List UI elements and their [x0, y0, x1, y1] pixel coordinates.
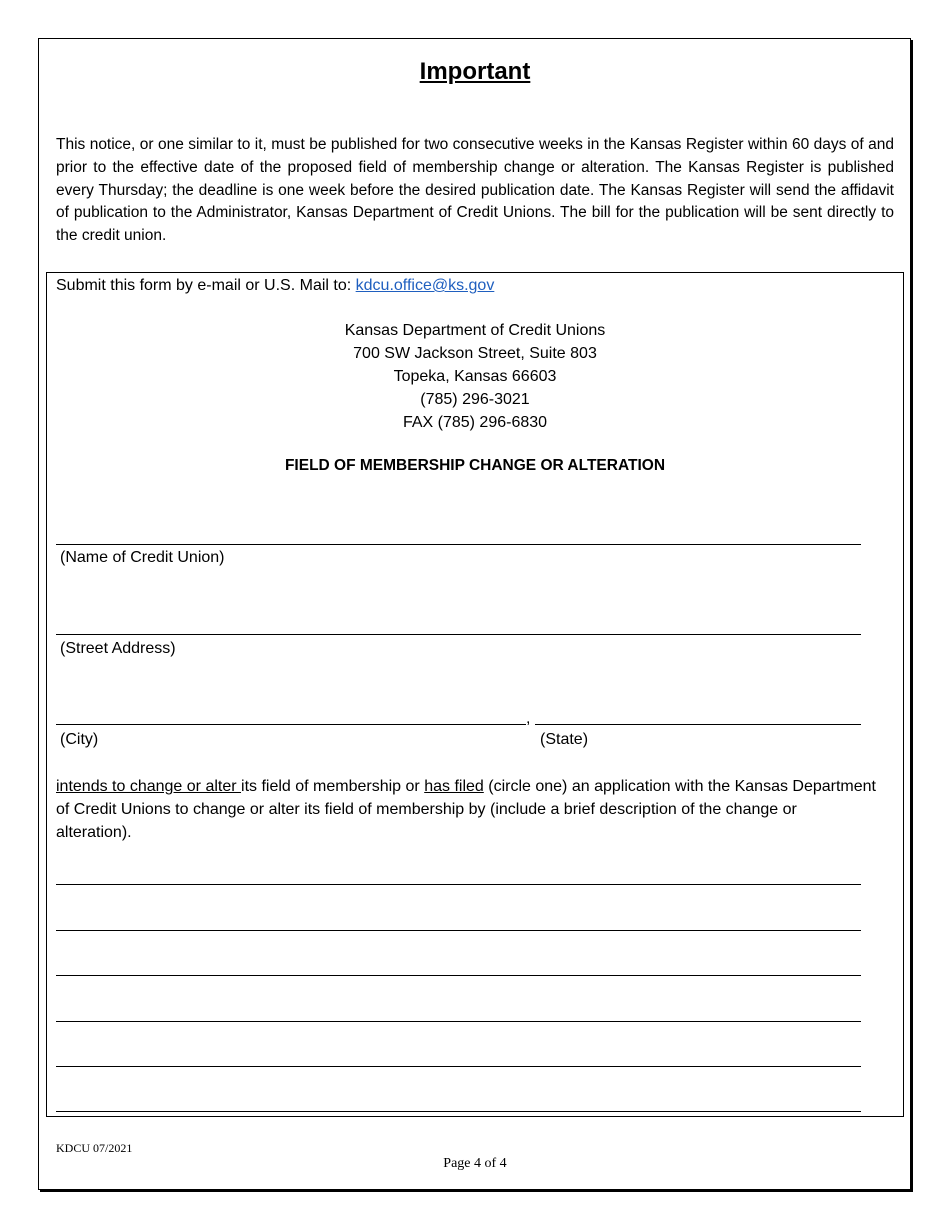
state-line[interactable] — [535, 724, 861, 725]
credit-union-name-label: (Name of Credit Union) — [60, 549, 225, 566]
address-city-state: Topeka, Kansas 66603 — [393, 368, 557, 385]
state-label: (State) — [540, 731, 589, 748]
page-title: Important — [419, 58, 531, 85]
email-link[interactable]: kdcu.office@ks.gov — [355, 277, 495, 294]
submit-instructions — [56, 275, 494, 297]
option-intends-to-change[interactable]: intends to change or alter — [56, 778, 242, 795]
statement-text-1: its field of membership or — [241, 778, 425, 795]
option-has-filed[interactable]: has filed — [424, 778, 484, 795]
submit-text: Submit this form by e-mail or U.S. Mail to: — [56, 277, 356, 294]
statement-paragraph — [56, 775, 876, 844]
credit-union-name-line[interactable] — [56, 544, 861, 545]
description-line[interactable] — [56, 1111, 861, 1112]
form-heading: FIELD OF MEMBERSHIP CHANGE OR ALTERATION — [284, 457, 666, 474]
street-address-line[interactable] — [56, 634, 861, 635]
notice-paragraph: This notice, or one similar to it, must be published for two consecutive weeks in the Kansas Register within 60 days of and prior to the effective date of the proposed field of membership change or alteration. The Kansas Register is published every Thursday; the deadline is one week before the desired publication date. The Kansas Register will send the affidavit of publication to the Administrator, Kansas Department of Credit Unions. The bill for the publication will be sent directly to the credit union. — [56, 136, 894, 245]
page-number: Page 4 of 4 — [443, 1156, 507, 1171]
city-label: (City) — [60, 731, 99, 748]
description-line[interactable] — [56, 930, 861, 931]
description-line[interactable] — [56, 1066, 861, 1067]
description-line[interactable] — [56, 1021, 861, 1022]
address-phone: (785) 296-3021 — [420, 391, 530, 408]
description-line[interactable] — [56, 975, 861, 976]
street-address-label: (Street Address) — [60, 640, 176, 657]
address-fax: FAX (785) 296-6830 — [402, 414, 548, 431]
address-org: Kansas Department of Credit Unions — [344, 322, 606, 339]
form-code: KDCU 07/2021 — [56, 1141, 133, 1155]
description-line[interactable] — [56, 884, 861, 885]
statement-text-2: (circle one) an application with the Kansas Department of Credit Unions to change or alter its field of membership by (include a brief description of the change or alteration). — [56, 778, 876, 841]
mailing-address — [0, 319, 950, 434]
city-state-comma: , — [526, 710, 531, 727]
city-line[interactable] — [56, 724, 526, 725]
address-street: 700 SW Jackson Street, Suite 803 — [353, 345, 597, 362]
